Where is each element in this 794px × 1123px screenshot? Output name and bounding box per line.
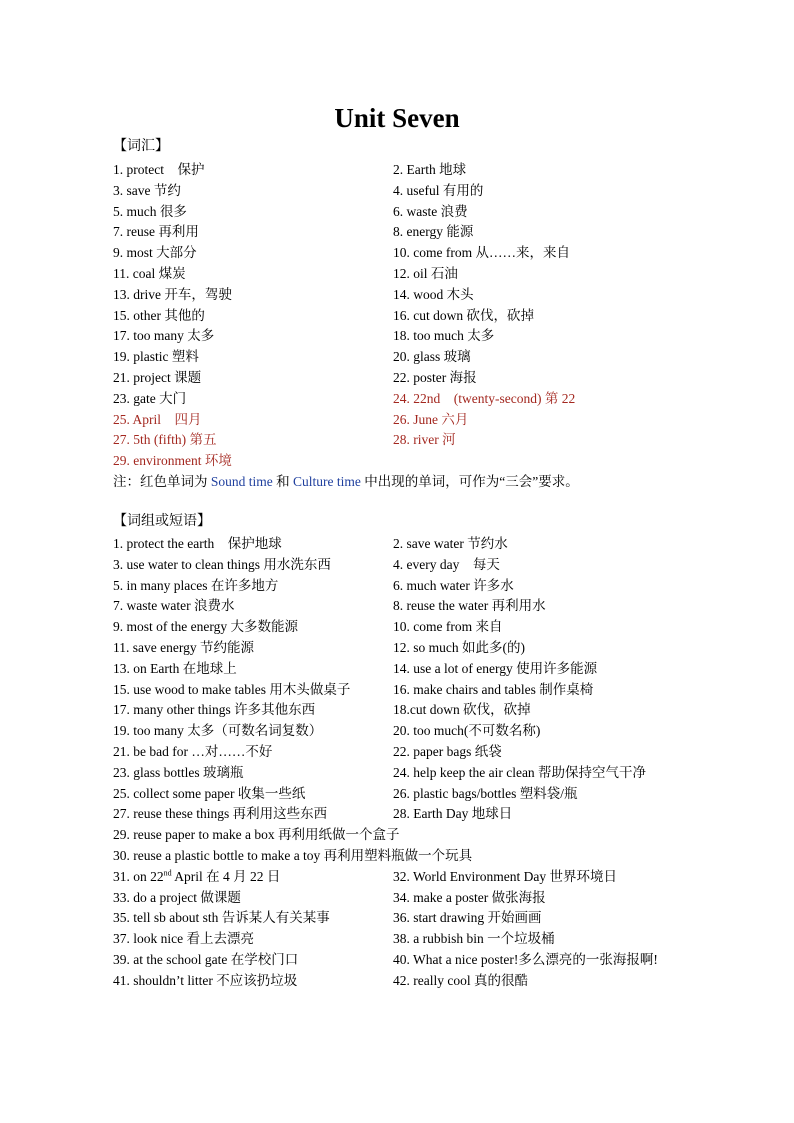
phrases-row bbox=[113, 762, 713, 783]
phrases-item: 20. too much(不可数名称) bbox=[393, 723, 541, 739]
vocab-item: 7. reuse 再利用 bbox=[113, 224, 199, 240]
phrases-item: 35. tell sb about sth 告诉某人有关某事 bbox=[113, 910, 330, 926]
phrases-item: 26. plastic bags/bottles 塑料袋/瓶 bbox=[393, 785, 578, 801]
page-title: Unit Seven bbox=[334, 103, 460, 133]
phrases-item: 25. collect some paper 收集一些纸 bbox=[113, 785, 306, 801]
vocab-row bbox=[113, 159, 713, 180]
vocab-item: 24. 22nd (twenty-second) 第 22 bbox=[393, 390, 576, 406]
phrases-row bbox=[113, 907, 713, 928]
phrases-row bbox=[113, 803, 713, 824]
phrases-item: 4. every day 每天 bbox=[393, 556, 500, 572]
vocab-item: 29. environment 环境 bbox=[113, 453, 232, 469]
vocab-row bbox=[113, 242, 713, 263]
vocab-row bbox=[113, 221, 713, 242]
phrases-item: 9. most of the energy 大多数能源 bbox=[113, 619, 298, 635]
vocab-item: 19. plastic 塑料 bbox=[113, 349, 199, 365]
phrases-row bbox=[113, 866, 713, 887]
phrases-item: 37. look nice 看上去漂亮 bbox=[113, 931, 254, 947]
phrases-row bbox=[113, 658, 713, 679]
vocab-row bbox=[113, 263, 713, 284]
vocab-item: 26. June 六月 bbox=[393, 411, 469, 427]
phrases-item: 19. too many 太多（可数名词复数） bbox=[113, 723, 323, 739]
phrases-row bbox=[113, 554, 713, 575]
phrases-item: 5. in many places 在许多地方 bbox=[113, 577, 279, 593]
phrases-item: 24. help keep the air clean 帮助保持空气干净 bbox=[393, 764, 647, 780]
vocab-item: 20. glass 玻璃 bbox=[393, 349, 471, 365]
vocab-item: 12. oil 石油 bbox=[393, 266, 458, 281]
vocab-item: 11. coal 煤炭 bbox=[113, 266, 186, 281]
vocab-item: 8. energy 能源 bbox=[393, 224, 474, 240]
vocab-row bbox=[113, 429, 713, 450]
note-line bbox=[113, 471, 579, 492]
note-sound-time: Sound time bbox=[210, 474, 273, 489]
phrases-item: 39. at the school gate 在学校门口 bbox=[113, 952, 299, 967]
vocab-row bbox=[113, 180, 713, 201]
phrases-item: 42. really cool 真的很酷 bbox=[393, 972, 528, 988]
vocab-item: 28. river 河 bbox=[393, 432, 456, 448]
vocab-item: 14. wood 木头 bbox=[393, 286, 474, 302]
phrases-item: 32. World Environment Day 世界环境日 bbox=[393, 868, 618, 884]
phrases-item: 34. make a poster 做张海报 bbox=[393, 889, 546, 905]
phrases-row bbox=[113, 887, 713, 908]
note-and: 和 bbox=[272, 474, 294, 489]
vocab-item: 21. project 课题 bbox=[113, 370, 202, 385]
vocab-row bbox=[113, 284, 713, 305]
phrases-row bbox=[113, 949, 713, 970]
phrases-item: 14. use a lot of energy 使用许多能源 bbox=[393, 660, 598, 676]
phrases-item: 41. shouldn’t litter 不应该扔垃圾 bbox=[113, 972, 298, 988]
phrases-row bbox=[113, 533, 713, 554]
phrases-item: 38. a rubbish bin 一个垃圾桶 bbox=[393, 931, 555, 947]
phrases-item: 16. make chairs and tables 制作桌椅 bbox=[393, 681, 594, 697]
phrases-row bbox=[113, 928, 713, 949]
vocab-item: 2. Earth 地球 bbox=[393, 162, 467, 177]
vocab-item: 1. protect 保护 bbox=[113, 162, 205, 177]
phrases-item: 8. reuse the water 再利用水 bbox=[393, 598, 546, 614]
vocab-row bbox=[113, 305, 713, 326]
vocab-row bbox=[113, 367, 713, 388]
vocab-row bbox=[113, 409, 713, 430]
item31-rest: April 在 4 月 22 日 bbox=[171, 868, 281, 884]
phrases-item: 2. save water 节约水 bbox=[393, 536, 508, 551]
phrases-item: 28. Earth Day 地球日 bbox=[393, 806, 513, 822]
phrases-heading: 【词组或短语】 bbox=[113, 514, 211, 529]
phrases-item: 21. be bad for …对……不好 bbox=[113, 744, 273, 759]
vocab-item: 3. save 节约 bbox=[113, 182, 181, 198]
phrases-item: 31. on 22nd April 在 4 月 22 日 bbox=[113, 868, 281, 884]
phrases-item: 7. waste water 浪费水 bbox=[113, 598, 235, 614]
phrases-item: 29. reuse paper to make a box 再利用纸做一个盒子 bbox=[113, 827, 400, 843]
vocab-row bbox=[113, 450, 713, 471]
vocab-item: 17. too many 太多 bbox=[113, 328, 215, 344]
phrases-item: 3. use water to clean things 用水洗东西 bbox=[113, 556, 331, 572]
phrases-item: 18.cut down 砍伐，砍掉 bbox=[393, 702, 531, 718]
phrases-row bbox=[113, 575, 713, 596]
vocab-item: 27. 5th (fifth) 第五 bbox=[113, 432, 217, 448]
vocab-item: 25. April 四月 bbox=[113, 411, 202, 427]
phrases-item: 30. reuse a plastic bottle to make a toy 再利用塑料瓶做一个玩具 bbox=[113, 848, 473, 863]
vocab-item: 10. come from 从……来，来自 bbox=[393, 245, 570, 261]
note-culture-time: Culture time bbox=[293, 474, 361, 489]
phrases-item: 33. do a project 做课题 bbox=[113, 889, 241, 905]
phrases-item: 40. What a nice poster!多么漂亮的一张海报啊! bbox=[393, 952, 658, 967]
phrases-item: 13. on Earth 在地球上 bbox=[113, 660, 237, 676]
vocab-heading: 【词汇】 bbox=[113, 139, 169, 154]
phrases-row bbox=[113, 845, 713, 866]
note-prefix: 注：红色单词为 bbox=[113, 474, 211, 489]
phrases-item: 10. come from 来自 bbox=[393, 619, 503, 635]
phrases-row bbox=[113, 824, 713, 845]
phrases-item: 23. glass bottles 玻璃瓶 bbox=[113, 764, 244, 780]
phrases-item: 22. paper bags 纸袋 bbox=[393, 744, 502, 759]
vocab-row bbox=[113, 346, 713, 367]
phrases-item: 15. use wood to make tables 用木头做桌子 bbox=[113, 681, 351, 697]
phrases-item: 36. start drawing 开始画画 bbox=[393, 910, 542, 926]
phrases-item: 12. so much 如此多(的) bbox=[393, 640, 525, 655]
phrases-item: 6. much water 许多水 bbox=[393, 577, 514, 593]
vocab-item: 9. most 大部分 bbox=[113, 245, 197, 261]
vocab-row bbox=[113, 201, 713, 222]
vocab-item: 15. other 其他的 bbox=[113, 307, 205, 323]
vocab-item: 16. cut down 砍伐，砍掉 bbox=[393, 307, 534, 323]
vocab-row bbox=[113, 325, 713, 346]
phrases-item: 17. many other things 许多其他东西 bbox=[113, 702, 316, 718]
vocab-item: 5. much 很多 bbox=[113, 203, 187, 219]
phrases-row bbox=[113, 741, 713, 762]
phrases-row bbox=[113, 616, 713, 637]
ordinal-suffix: nd bbox=[163, 868, 172, 878]
vocab-item: 13. drive 开车，驾驶 bbox=[113, 286, 232, 302]
phrases-row bbox=[113, 699, 713, 720]
vocab-item: 18. too much 太多 bbox=[393, 328, 495, 344]
phrases-row bbox=[113, 970, 713, 991]
phrases-row bbox=[113, 783, 713, 804]
vocab-row bbox=[113, 388, 713, 409]
note-suffix: 中出现的单词，可作为“三会”要求。 bbox=[360, 474, 579, 489]
vocab-item: 22. poster 海报 bbox=[393, 370, 477, 385]
phrases-row bbox=[113, 679, 713, 700]
vocab-item: 4. useful 有用的 bbox=[393, 182, 484, 198]
phrases-row bbox=[113, 637, 713, 658]
phrases-row bbox=[113, 720, 713, 741]
vocab-item: 23. gate 大门 bbox=[113, 390, 187, 406]
phrases-item: 11. save energy 节约能源 bbox=[113, 640, 254, 655]
phrases-item: 27. reuse these things 再利用这些东西 bbox=[113, 806, 328, 822]
phrases-item: 1. protect the earth 保护地球 bbox=[113, 536, 282, 551]
phrases-row bbox=[113, 595, 713, 616]
vocab-item: 6. waste 浪费 bbox=[393, 203, 468, 219]
